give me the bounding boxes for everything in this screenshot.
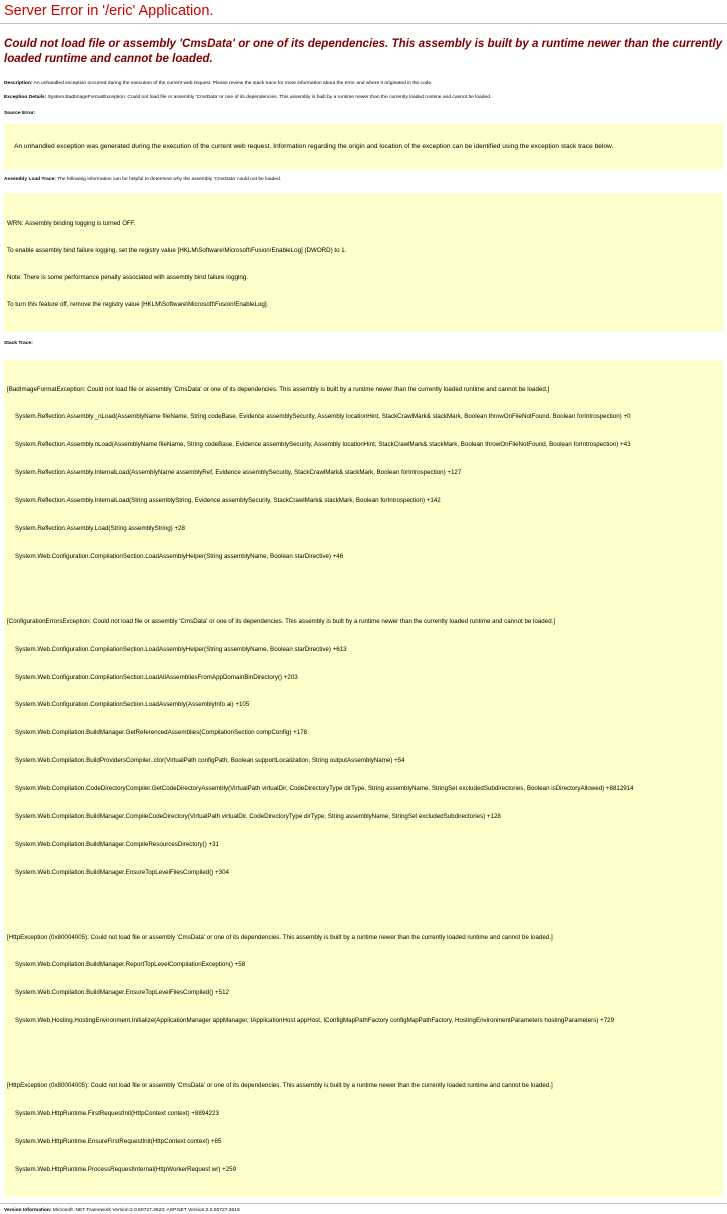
stack-frame: System.Web.Configuration.CompilationSection.LoadAssemblyHelper(String assemblyName, Boolean starDirective) +46 xyxy=(15,552,344,560)
title-divider xyxy=(0,23,727,24)
exception-details-text: System.BadImageFormatException: Could not load file or assembly 'CmsData' or one of its dependencies. This assembly is built by a runtime newer than the currently loaded runtime and cannot be loaded. xyxy=(47,95,492,100)
description-section xyxy=(4,80,723,87)
stack-block-header: [BadImageFormatException: Could not load file or assembly 'CmsData' or one of its dependencies. This assembly is built by a runtime newer than the currently loaded runtime and cannot be loaded.] xyxy=(7,385,550,393)
block-spacer xyxy=(7,1044,720,1053)
stack-frame: System.Web.Configuration.CompilationSection.LoadAssembly(AssemblyInfo ai) +105 xyxy=(15,701,250,709)
assembly-load-trace-section xyxy=(4,176,723,183)
stack-trace-section xyxy=(4,340,723,347)
assembly-load-trace-box xyxy=(4,193,723,332)
block-spacer xyxy=(7,580,720,589)
description-text: An unhandled exception occurred during the execution of the current web request. Please review the stack trace for more information about the error and where it originated in the code. xyxy=(33,81,433,86)
stack-frame: System.Web.Compilation.BuildProvidersCompiler..ctor(VirtualPath configPath, Boolean supportLocalization, String outputAssemblyName) +54 xyxy=(15,757,405,765)
source-error-box xyxy=(4,124,723,170)
log-line: To turn this feature off, remove the registry value [HKLM\Software\Microsoft\Fusion!EnableLog]. xyxy=(7,301,269,308)
description-label: Description: xyxy=(4,81,33,86)
stack-block-header: [ConfigurationErrorsException: Could not load file or assembly 'CmsData' or one of its dependencies. This assembly is built by a runtime newer than the currently loaded runtime and cannot be loaded.] xyxy=(7,617,556,625)
stack-frame: System.Web.Compilation.BuildManager.ReportTopLevelCompilationException() +58 xyxy=(15,961,246,969)
stack-frame: System.Web.Compilation.BuildManager.EnsureTopLevelFilesCompiled() +512 xyxy=(15,989,229,997)
stack-frame: System.Reflection.Assembly.Load(String assemblyString) +28 xyxy=(15,525,185,533)
stack-trace-box xyxy=(4,360,723,1197)
page-title: Server Error in '/eric' Application. xyxy=(4,3,214,19)
source-error-section xyxy=(4,110,723,117)
stack-trace-label: Stack Trace: xyxy=(4,341,33,346)
stack-frame: System.Web.Compilation.CodeDirectoryCompiler.GetCodeDirectoryAssembly(VirtualPath virtualDir, CodeDirectoryType dirType, String assemblyName, StringSet excludedSubdirectories, Boolean isDirectoryAllowed) +8812914 xyxy=(15,785,634,793)
log-line: WRN: Assembly binding logging is turned OFF. xyxy=(7,220,136,227)
stack-frame: System.Reflection.Assembly.InternalLoad(String assemblyString, Evidence assemblySecurity, StackCrawlMark& stackMark, Boolean forIntrospection) +142 xyxy=(15,497,441,505)
stack-frame: System.Reflection.Assembly.InternalLoad(AssemblyName assemblyRef, Evidence assemblySecurity, StackCrawlMark& stackMark, Boolean forIntrospection) +127 xyxy=(15,469,462,477)
version-information-text: Microsoft .NET Framework Version:2.0.50727.3623; ASP.NET Version:2.0.50727.3618 xyxy=(52,1207,240,1213)
stack-block-header: [HttpException (0x80004005): Could not load file or assembly 'CmsData' or one of its dependencies. This assembly is built by a runtime newer than the currently loaded runtime and cannot be loaded.] xyxy=(7,933,553,941)
block-spacer xyxy=(7,896,720,905)
assembly-load-trace-text: The following information can be helpful to determine why the assembly 'CmsData' could not be loaded. xyxy=(57,177,282,182)
log-line: To enable assembly bind failure logging, set the registry value [HKLM\Software\Microsoft\Fusion!EnableLog] (DWORD) to 1. xyxy=(7,247,347,254)
stack-frame: System.Web.Compilation.BuildManager.CompileCodeDirectory(VirtualPath virtualDir, CodeDirectoryType dirType, String assemblyName, StringSet excludedSubdirectories) +128 xyxy=(15,812,501,820)
source-error-text: An unhandled exception was generated during the execution of the current web request. Information regarding the origin and location of the exception can be identified using the exception stack trace below. xyxy=(13,143,614,150)
exception-details-section xyxy=(4,94,723,101)
stack-block-header: [HttpException (0x80004005): Could not load file or assembly 'CmsData' or one of its dependencies. This assembly is built by a runtime newer than the currently loaded runtime and cannot be loaded.] xyxy=(7,1081,553,1089)
stack-frame: System.Reflection.Assembly._nLoad(AssemblyName fileName, String codeBase, Evidence assemblySecurity, Assembly locationHint, StackCrawlMark& stackMark, Boolean throwOnFileNotFound, Boolean forIntrospection) +0 xyxy=(15,413,631,421)
stack-frame: System.Reflection.Assembly.nLoad(AssemblyName fileName, String codeBase, Evidence assemblySecurity, Assembly locationHint, StackCrawlMark& stackMark, Boolean throwOnFileNotFound, Boolean forIntrospection) +43 xyxy=(15,441,631,449)
source-error-label: Source Error: xyxy=(4,111,36,116)
stack-frame: System.Web.HttpRuntime.ProcessRequestInternal(HttpWorkerRequest wr) +259 xyxy=(15,1165,237,1173)
exception-details-label: Exception Details: xyxy=(4,95,47,100)
error-headline: Could not load file or assembly 'CmsData' or one of its dependencies. This assembly is built by a runtime newer than the currently loaded runtime and cannot be loaded. xyxy=(4,37,723,65)
version-information-label: Version Information: xyxy=(4,1207,52,1213)
stack-frame: System.Web.HttpRuntime.FirstRequestInit(HttpContext context) +8894223 xyxy=(15,1109,219,1117)
stack-frame: System.Web.Compilation.BuildManager.EnsureTopLevelFilesCompiled() +304 xyxy=(15,868,229,876)
stack-frame: System.Web.Configuration.CompilationSection.LoadAssemblyHelper(String assemblyName, Boolean starDirective) +613 xyxy=(15,645,347,653)
stack-frame: System.Web.Compilation.BuildManager.CompileResourcesDirectory() +31 xyxy=(15,840,219,848)
footer-divider xyxy=(0,1203,727,1204)
stack-frame: System.Web.HttpRuntime.EnsureFirstRequestInit(HttpContext context) +85 xyxy=(15,1137,222,1145)
stack-frame: System.Web.Compilation.BuildManager.GetReferencedAssemblies(CompilationSection compConfig) +178 xyxy=(15,729,308,737)
version-information xyxy=(4,1207,723,1214)
stack-frame: System.Web.Hosting.HostingEnvironment.Initialize(ApplicationManager appManager, IApplicationHost appHost, IConfigMapPathFactory configMapPathFactory, HostingEnvironmentParameters hostingParameters) +729 xyxy=(15,1017,615,1025)
log-line: Note: There is some performance penalty associated with assembly bind failure logging. xyxy=(7,274,248,281)
stack-frame: System.Web.Configuration.CompilationSection.LoadAllAssembliesFromAppDomainBinDirectory() +203 xyxy=(15,673,298,681)
assembly-load-trace-label: Assembly Load Trace: xyxy=(4,177,56,182)
